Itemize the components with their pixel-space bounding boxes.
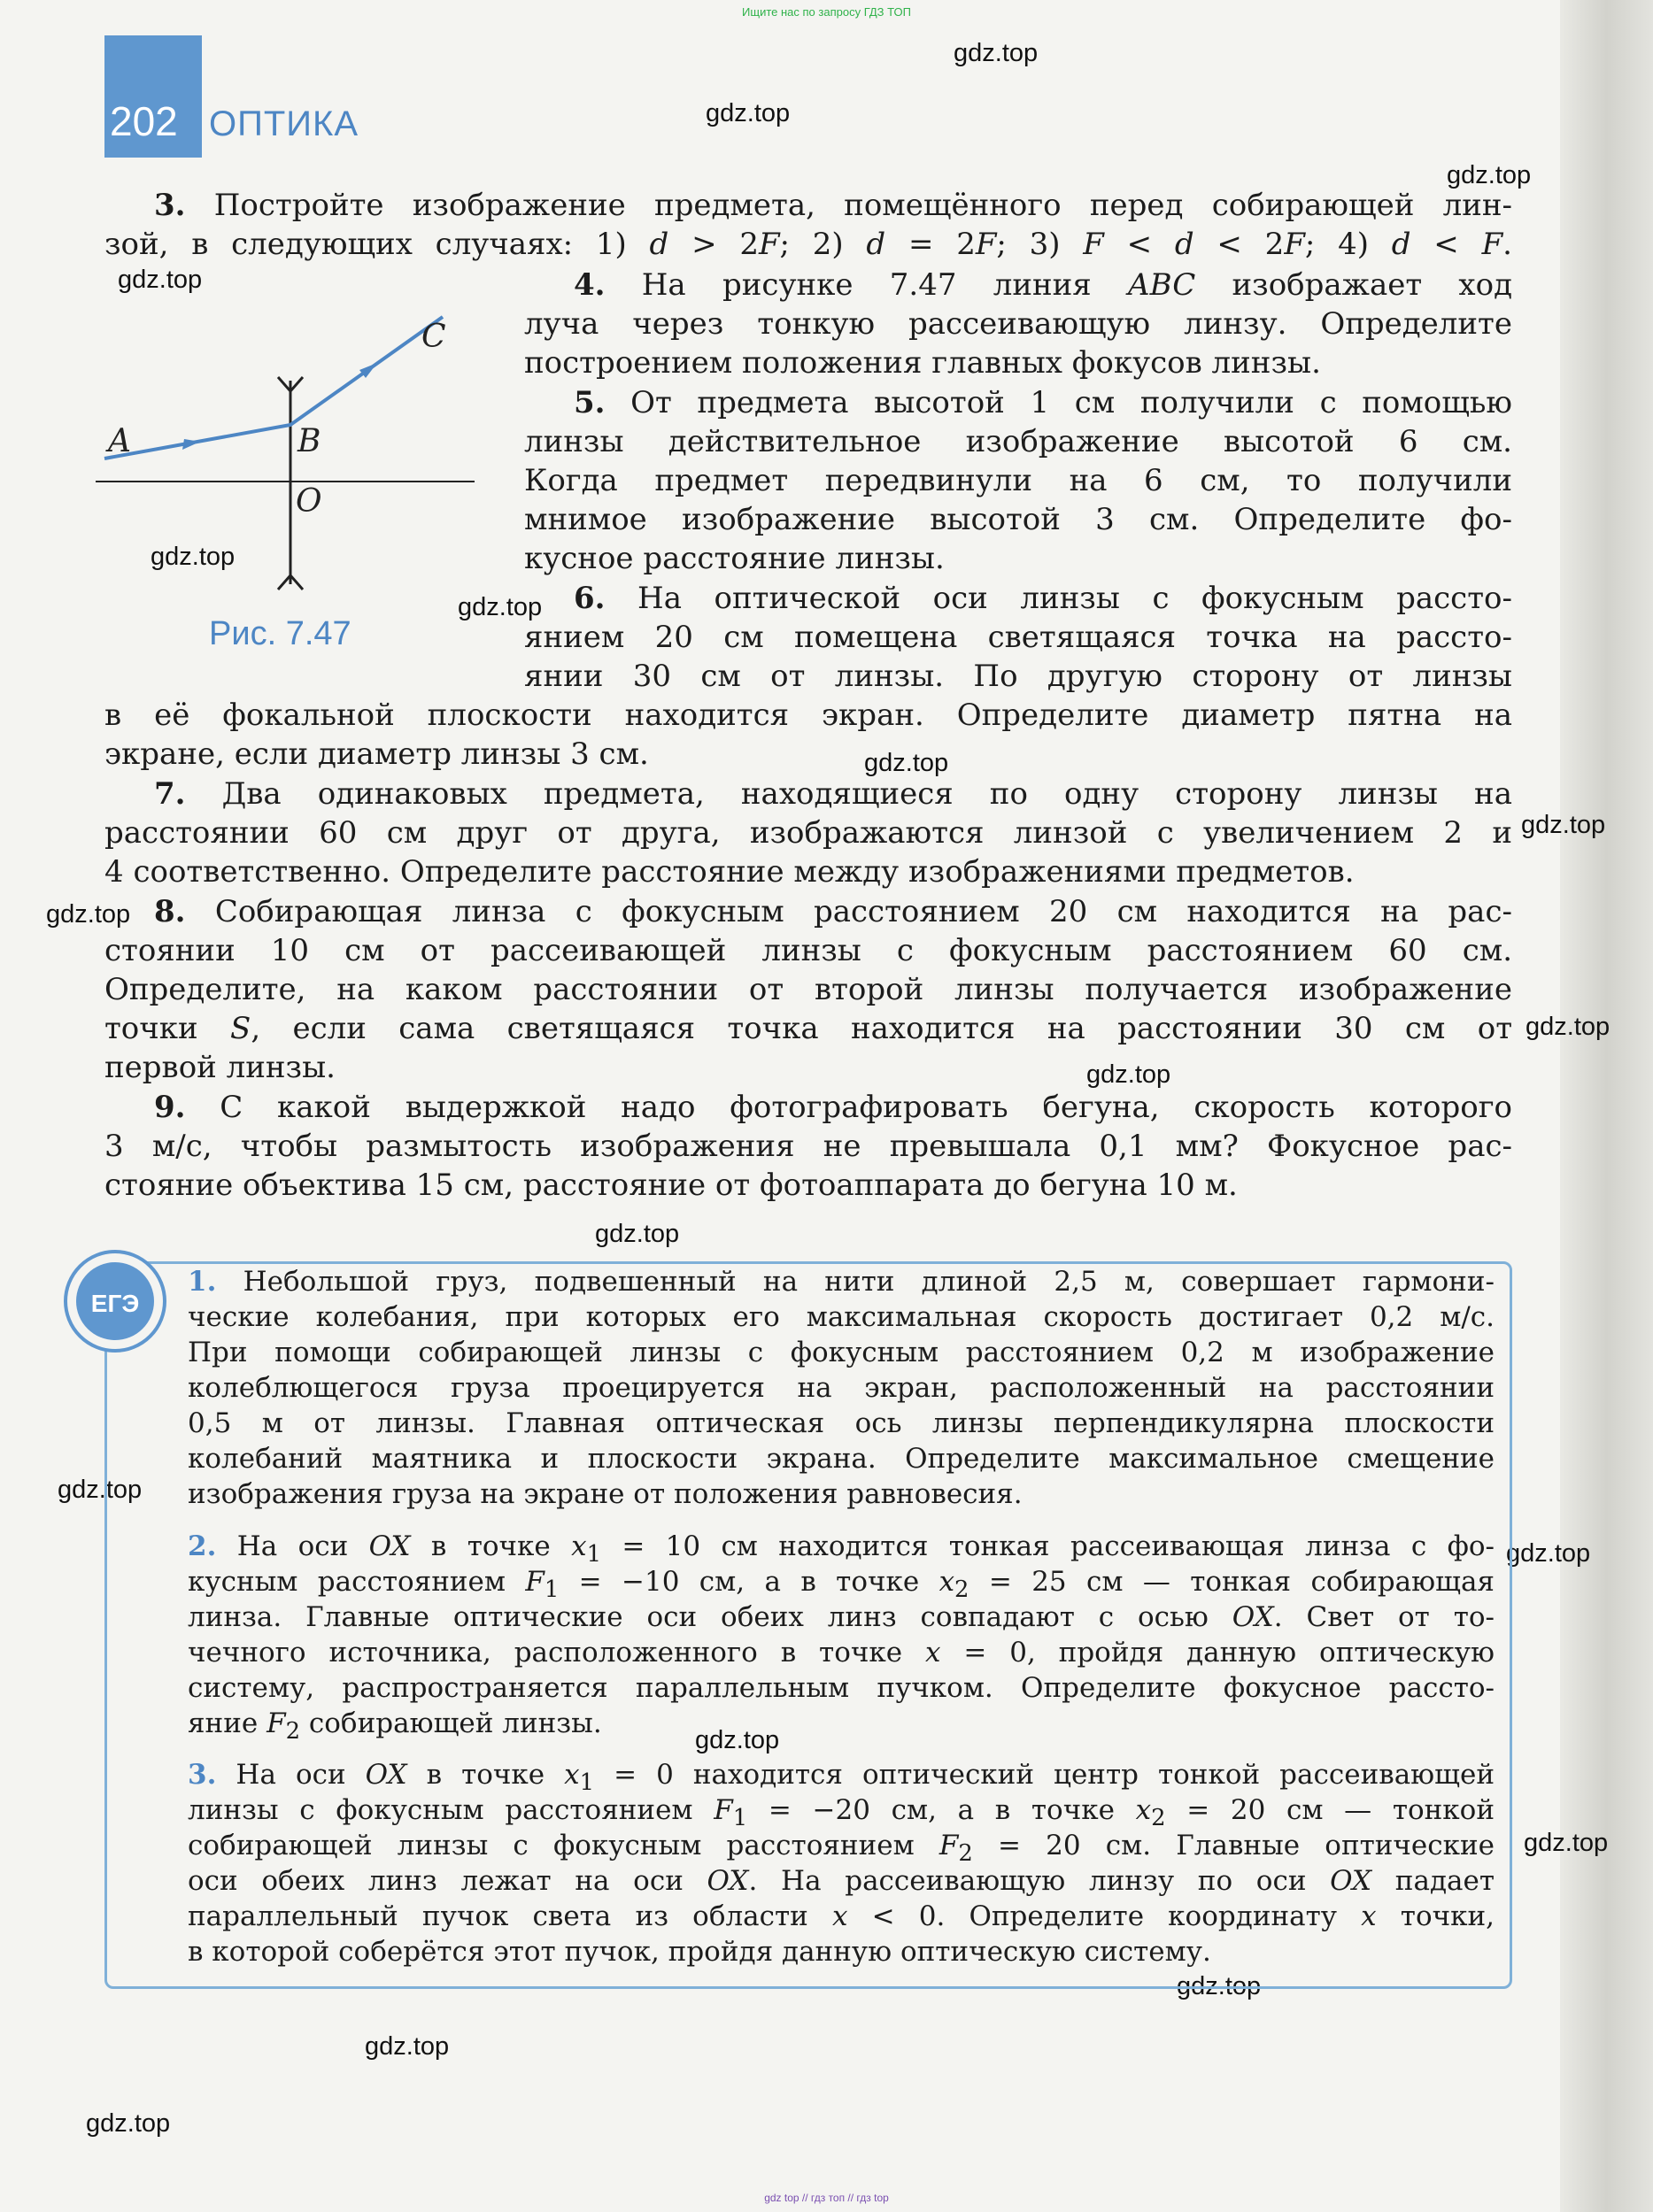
seg: S	[230, 1011, 251, 1046]
text-line	[104, 1009, 1512, 1048]
seg: 1	[579, 1769, 595, 1797]
watermark: gdz.top	[864, 749, 949, 777]
seg: С какой выдержкой надо фотографировать бегуна, скорость которого	[220, 1090, 1512, 1125]
section-title: ОПТИКА	[209, 104, 359, 143]
text-line: систему, распространяется параллельным пучком. Определите фокусное рассто-	[188, 1672, 1495, 1704]
seg: = −10 см, а в точке	[559, 1566, 939, 1598]
problem-number: 5.	[574, 385, 606, 420]
seg: собирающей линзы с фокусным расстоянием	[188, 1830, 939, 1861]
seg: , если сама светящаяся точка находится на расстоянии 30 см от	[251, 1011, 1513, 1046]
watermark: gdz.top	[1526, 1013, 1611, 1041]
top-banner[interactable]: Ищите нас по запросу ГДЗ ТОП	[742, 5, 911, 19]
text-line	[104, 225, 1512, 264]
figure-7-47	[96, 292, 485, 593]
seg: F	[1284, 227, 1305, 262]
text-line: 0,5 м от линзы. Главная оптическая ось линзы перпендикулярна плоскости	[188, 1407, 1495, 1439]
seg: x	[832, 1900, 848, 1932]
seg: . Свет от то-	[1273, 1601, 1495, 1633]
seg: d	[866, 227, 886, 262]
text-line	[188, 1529, 1495, 1568]
seg: собирающей линзы.	[300, 1707, 602, 1739]
problem-number: 8.	[154, 894, 186, 929]
problem-number: 4.	[574, 267, 606, 303]
problem-number: 7.	[154, 776, 186, 812]
seg: На оптической оси линзы с фокусным рассто-	[637, 581, 1512, 616]
watermark: gdz.top	[118, 266, 203, 294]
seg: OX	[368, 1530, 411, 1562]
watermark: gdz.top	[86, 2109, 171, 2138]
seg: <	[1410, 227, 1482, 262]
text-line: 3 м/с, чтобы размытость изображения не превышала 0,1 мм? Фокусное рас-	[104, 1129, 1512, 1164]
seg: 1	[732, 1805, 748, 1832]
text-line	[188, 1828, 1495, 1868]
seg: d	[1174, 227, 1194, 262]
seg: = 20 см — тонкой	[1165, 1794, 1495, 1826]
seg: параллельный пучок света из области	[188, 1900, 832, 1932]
text-line	[104, 1088, 1512, 1127]
text-line	[104, 186, 1512, 225]
seg: x	[939, 1566, 955, 1598]
seg: OX	[1232, 1601, 1274, 1633]
seg: = 2	[885, 227, 976, 262]
text-line: построением положения главных фокусов линзы.	[524, 345, 1321, 381]
problem-number: 2.	[188, 1530, 217, 1562]
seg: изображает ход	[1195, 267, 1512, 303]
text-line	[524, 383, 1512, 422]
text-line	[188, 1757, 1495, 1797]
text-line: экране, если диаметр линзы 3 см.	[104, 736, 649, 772]
seg: = 25 см — тонкая собирающая	[969, 1566, 1495, 1598]
seg: точки	[104, 1011, 231, 1046]
seg: F	[266, 1707, 286, 1739]
seg: x	[924, 1637, 941, 1669]
seg: OX	[707, 1865, 749, 1897]
seg: 2	[1151, 1805, 1166, 1832]
text-line: мнимое изображение высотой 3 см. Определите фо-	[524, 502, 1512, 537]
seg: чечного источника, расположенного в точке	[188, 1637, 925, 1669]
watermark: gdz.top	[58, 1476, 143, 1504]
text-line: стоянии 10 см от рассеивающей линзы с фокусным расстоянием 60 см.	[104, 933, 1512, 968]
seg: На оси	[236, 1530, 369, 1562]
seg: Собирающая линза с фокусным расстоянием 20 см находится на рас-	[214, 894, 1512, 929]
watermark: gdz.top	[151, 543, 236, 571]
seg: яние	[188, 1707, 267, 1739]
seg: F	[758, 227, 780, 262]
text-line: колебаний маятника и плоскости экрана. Определите максимальное смещение	[188, 1443, 1495, 1475]
text-line: первой линзы.	[104, 1050, 336, 1085]
seg: F	[975, 227, 997, 262]
text-line	[524, 266, 1512, 304]
seg: точки,	[1376, 1900, 1495, 1932]
seg: 1	[586, 1541, 601, 1568]
text-line	[188, 1863, 1495, 1899]
seg: x	[1361, 1900, 1377, 1932]
seg: 1	[544, 1576, 560, 1604]
seg: 2	[958, 1840, 973, 1868]
seg: зой, в следующих случаях: 1)	[104, 227, 650, 262]
text-line: ческие колебания, при которых его максимальная скорость достигает 0,2 м/с.	[188, 1301, 1495, 1333]
exam-badge-letters: ЕГЭ	[90, 1290, 140, 1317]
figure-caption: Рис. 7.47	[209, 615, 351, 652]
text-line	[104, 775, 1512, 813]
watermark: gdz.top	[1506, 1539, 1591, 1568]
seg: На оси	[236, 1759, 366, 1791]
text-line	[188, 1599, 1495, 1635]
seg: На рисунке 7.47 линия	[641, 267, 1129, 303]
text-line: в её фокальной плоскости находится экран. Определите диаметр пятна на	[104, 698, 1512, 733]
seg: = −20 см, а в точке	[747, 1794, 1136, 1826]
watermark: gdz.top	[1524, 1829, 1609, 1857]
label-o: O	[296, 483, 322, 520]
seg: = 0 находится оптический центр тонкой рассеивающей	[594, 1759, 1495, 1791]
watermark: gdz.top	[706, 99, 791, 127]
label-b: B	[297, 423, 321, 459]
seg: Небольшой груз, подвешенный на нити длиной 2,5 м, совершает гармони-	[243, 1266, 1495, 1298]
page-number: 202	[110, 98, 178, 144]
seg: = 20 см. Главные оптические	[972, 1830, 1495, 1861]
text-line: Когда предмет передвинули на 6 см, то получили	[524, 463, 1512, 498]
seg: оси обеих линз лежат на оси	[188, 1865, 707, 1897]
seg: ; 4)	[1304, 227, 1392, 262]
seg: F	[1481, 227, 1503, 262]
text-line: колеблющегося груза проецируется на экран, расположенный на расстоянии	[188, 1372, 1495, 1404]
seg: < 0. Определите координату	[847, 1900, 1362, 1932]
seg: . На рассеивающую линзу по оси	[748, 1865, 1331, 1897]
text-line	[188, 1635, 1495, 1670]
watermark: gdz.top	[595, 1220, 680, 1248]
watermark: gdz.top	[458, 593, 543, 621]
ray-abc	[104, 317, 443, 459]
seg: Два одинаковых предмета, находящиеся по одну сторону линзы на	[221, 776, 1512, 812]
book-spine-shadow	[1560, 0, 1653, 2212]
seg: OX	[365, 1759, 407, 1791]
seg: в точке	[406, 1759, 565, 1791]
text-line: кусное расстояние линзы.	[524, 541, 945, 576]
text-line: луча через тонкую рассеивающую линзу. Определите	[524, 306, 1512, 342]
watermark: gdz.top	[695, 1726, 780, 1754]
seg: <	[1103, 227, 1175, 262]
seg: ; 3)	[996, 227, 1084, 262]
exam-badge-icon	[62, 1248, 168, 1354]
seg: линза. Главные оптические оси обеих линз совпадают с осью	[188, 1601, 1232, 1633]
seg: ; 2)	[779, 227, 867, 262]
label-c: C	[421, 319, 446, 355]
problem-number: 6.	[574, 581, 606, 616]
seg: < 2	[1193, 227, 1285, 262]
seg: x	[571, 1530, 587, 1562]
watermark: gdz.top	[954, 39, 1039, 67]
text-line: изображения груза на экране от положения равновесия.	[188, 1478, 1023, 1510]
seg: OX	[1330, 1865, 1372, 1897]
seg: F	[939, 1830, 959, 1861]
seg: = 0, пройдя данную оптическую	[940, 1637, 1495, 1669]
seg: F	[525, 1566, 545, 1598]
seg: F	[714, 1794, 733, 1826]
line-text: Постройте изображение предмета, помещённого перед собирающей лин-	[213, 188, 1512, 223]
seg: = 10 см находится тонкая рассеивающая линза с фо-	[601, 1530, 1495, 1562]
seg: ABC	[1128, 267, 1196, 303]
text-line: 4 соответственно. Определите расстояние между изображениями предметов.	[104, 854, 1355, 890]
text-line	[524, 579, 1512, 618]
text-line: в которой соберётся этот пучок, пройдя данную оптическую систему.	[188, 1936, 1211, 1968]
text-line: янии 30 см от линзы. По другую сторону от линзы	[524, 659, 1512, 694]
seg: d	[649, 227, 669, 262]
watermark: gdz.top	[46, 900, 131, 929]
text-line: При помощи собирающей линзы с фокусным расстоянием 0,2 м изображение	[188, 1337, 1495, 1368]
seg: падает	[1371, 1865, 1495, 1897]
seg: линзы с фокусным расстоянием	[188, 1794, 714, 1826]
problem-number: 3.	[154, 188, 186, 223]
problem-number: 9.	[154, 1090, 186, 1125]
text-line: янием 20 см помещена светящаяся точка на рассто-	[524, 620, 1512, 655]
text-line	[188, 1564, 1495, 1604]
text-line: линзы действительное изображение высотой 6 см.	[524, 424, 1512, 459]
text-line	[188, 1792, 1495, 1832]
text-line: расстоянии 60 см друг от друга, изображаются линзой с увеличением 2 и	[104, 815, 1512, 851]
seg: x	[564, 1759, 580, 1791]
seg: От предмета высотой 1 см получили с помощью	[630, 385, 1512, 420]
seg: .	[1502, 227, 1512, 262]
text-line	[188, 1706, 1495, 1746]
watermark: gdz.top	[1086, 1060, 1171, 1089]
problem-number: 3.	[188, 1759, 217, 1791]
text-line	[104, 892, 1512, 931]
seg: в точке	[410, 1530, 572, 1562]
text-line	[188, 1264, 1495, 1299]
seg: F	[1083, 227, 1104, 262]
text-line	[188, 1899, 1495, 1934]
watermark: gdz.top	[1521, 811, 1606, 839]
watermark: gdz.top	[1177, 1972, 1262, 2000]
label-a: A	[108, 423, 131, 459]
seg: > 2	[668, 227, 759, 262]
seg: кусным расстоянием	[188, 1566, 526, 1598]
watermark: gdz.top	[365, 2032, 450, 2061]
seg: d	[1391, 227, 1411, 262]
seg: x	[1135, 1794, 1152, 1826]
seg: 2	[285, 1718, 301, 1746]
watermark: gdz.top	[1447, 161, 1532, 189]
problem-number: 1.	[188, 1266, 217, 1298]
text-line: стояние объектива 15 см, расстояние от фотоаппарата до бегуна 10 м.	[104, 1168, 1238, 1203]
seg: 2	[954, 1576, 969, 1604]
bottom-banner[interactable]: gdz top // гдз топ // гдз top	[764, 2192, 889, 2204]
text-line: Определите, на каком расстоянии от второй линзы получается изображение	[104, 972, 1512, 1007]
